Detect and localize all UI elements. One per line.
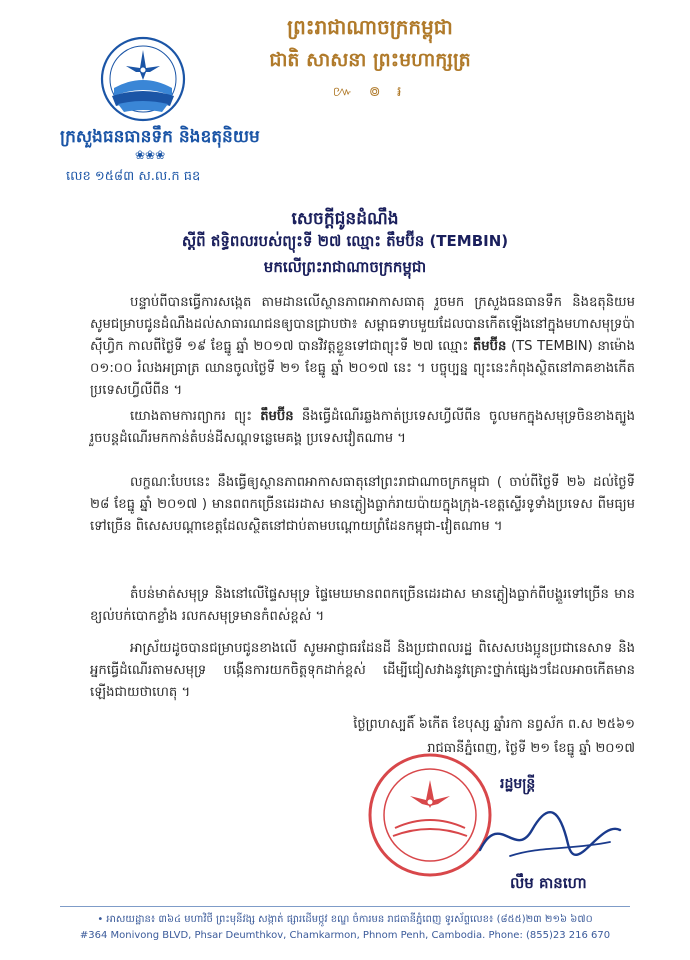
solar-date: រាជធានីភ្នំពេញ, ថ្ងៃទី ២១ ខែធ្នូ ឆ្នាំ ២០១៧ (427, 741, 635, 756)
signatory-role: រដ្ឋមន្ត្រី (500, 776, 536, 792)
footer-divider (60, 906, 630, 907)
reference-number: លេខ ១៥៨៣ ស.ល.ក ធឧ (66, 169, 201, 184)
paragraph-1-text: បន្ទាប់ពីបានធ្វើការសង្កេត តាមដានលើស្ថានភាពអាកាសធាតុ រួចមក ក្រសួងធនធានទឹក និងឧតុនិយម សូមជម្រាបជូនដំណឹងដល់សាធារណជនឲ្យបានជ្រាបថា៖ សម្ពាធទាបមួយដែលបានកើតឡើងនៅក្នុងមហាសមុទ្រប៉ាស៊ីហ្វិក កាលពីថ្ងៃទី ១៩ ខែធ្នូ ឆ្នាំ ២០១៧ បានវិវត្តខ្លួនទៅជាព្យុះទី ២៧ ឈ្មោះ (90, 295, 635, 354)
paragraph-1-rest: (TS TEMBIN) នាម៉ោង ០១:០០ រំលងអធ្រាត្រ ឈានចូលថ្ងៃទី ២១ ខែធ្នូ ឆ្នាំ ២០១៧ នេះ ។ បច្ចុប្បន្ន ព្យុះនេះកំពុងស្ថិតនៅភាគខាងកើតប្រទេសហ្វីលីពីន ។ (90, 339, 635, 398)
ministry-ornament: ❀❀❀ (135, 148, 166, 162)
storm-name-2: តឹមប៊ីន (260, 409, 294, 424)
kingdom-ornament: ៚ ៙ ៛ (332, 84, 408, 100)
notice-subject-target: មកលើព្រះរាជាណាចក្រកម្ពុជា (263, 258, 427, 276)
lunar-date: ថ្ងៃព្រហស្បតិ៍ ៦កើត ខែបុស្ស ឆ្នាំរកា នព្វស័ក ព.ស ២៥៦១ (353, 717, 635, 732)
paragraph-1 (90, 292, 635, 402)
kingdom-motto: ជាតិ សាសនា ព្រះមហាក្សត្រ (269, 49, 471, 71)
paragraph-2-rest: នឹងធ្វើដំណើរឆ្លងកាត់ប្រទេសហ្វីលីពីន ចូលមកក្នុងសមុទ្រចិនខាងត្បូង រួចបន្តដំណើរមកកាន់តំបន់ដីសណ្តទន្លេមេគង្គ ប្រទេសវៀតណាម ។ (90, 409, 635, 446)
paragraph-5: អាស្រ័យដូចបានជម្រាបជូនខាងលើ សូមអាជ្ញាធរដែនដី និងប្រជាពលរដ្ឋ ពិសេសបងប្អូនប្រជានេសាទ និងអ្នកធ្វើដំណើរតាមសមុទ្រ បង្កើនការយកចិត្តទុកដាក់ខ្ពស់ ដើម្បីជៀសវាងនូវគ្រោះថ្នាក់ផ្សេងៗដែលអាចកើតមានឡើងជាយថាហេតុ ។ (90, 641, 635, 700)
paragraph-2-text: យោងតាមការព្យាករ ព្យុះ (130, 409, 253, 424)
handwritten-signature (470, 800, 630, 870)
notice-title: សេចក្តីជូនដំណឹង (291, 209, 399, 229)
ministry-name: ក្រសួងធនធានទឹក និងឧតុនិយម (60, 127, 260, 147)
signatory-name: លឹម គានហោ (510, 874, 587, 892)
paragraph-2 (90, 406, 635, 450)
notice-subject: ស្តីពី ឥទ្ធិពលរបស់ព្យុះទី ២៧ ឈ្មោះ តឹមប៊ីន (TEMBIN) (181, 232, 509, 250)
footer-address-km: • អាសយដ្ឋាន៖ ៣៦៤ មហាវិថី ព្រះមុនីវង្ស សង្កាត់ ផ្សារដើមថ្កូវ ខណ្ឌ ចំការមន រាជធានីភ្នំពេញ ទូរស័ព្ទលេខ៖ (៨៥៥)២៣ ២១៦ ៦៧០ (97, 914, 593, 925)
paragraph-3: លក្ខណៈបែបនេះ នឹងធ្វើឲ្យស្ថានភាពអាកាសធាតុនៅព្រះរាជាណាចក្រកម្ពុជា ( ចាប់ពីថ្ងៃទី ២៦ ដល់ថ្ងៃទី ២៨ ខែធ្នូ ឆ្នាំ ២០១៧ ) មានពពកច្រើនដេរដាស មានភ្លៀងធ្លាក់រាយប៉ាយក្នុងក្រុង-ខេត្តស្ទើរទូទាំងប្រទេស ពីមធ្យមទៅច្រើន ពិសេសបណ្តាខេត្តដែលស្ថិតនៅជាប់តាមបណ្តោយព្រំដែនកម្ពុជា-វៀតណាម ។ (90, 475, 635, 534)
ministry-logo (100, 36, 186, 122)
footer-address-en: #364 Monivong BLVD, Phsar Deumthkov, Chamkarmon, Phnom Penh, Cambodia. Phone: (855)23 216 670 (79, 930, 611, 941)
paragraph-4: តំបន់មាត់សមុទ្រ និងនៅលើផ្ទៃសមុទ្រ ផ្ទៃមេឃមានពពកច្រើនដេរដាស មានភ្លៀងធ្លាក់ពីបង្គួរទៅច្រើន មានខ្យល់បក់បោកខ្លាំង រលកសមុទ្រមានកំពស់ខ្ពស់ ។ (90, 587, 635, 624)
storm-name: តឹមប៊ីន (472, 339, 507, 354)
kingdom-title: ព្រះរាជាណាចក្រកម្ពុជា (287, 15, 453, 39)
